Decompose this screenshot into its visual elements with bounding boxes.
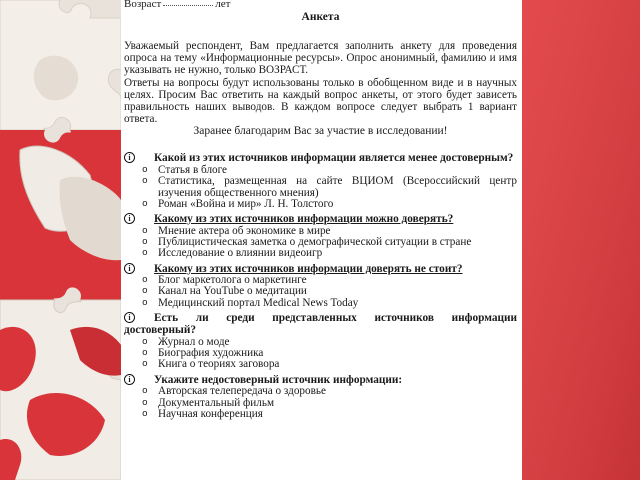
- answer-option[interactable]: o Роман «Война и мир» Л. Н. Толстого: [158, 199, 517, 210]
- question-text: Укажите недостоверный источник информации:: [154, 373, 403, 386]
- answer-option[interactable]: o Научная конференция: [158, 409, 517, 420]
- answer-option[interactable]: o Мнение актера об экономике в мире: [158, 226, 517, 237]
- info-icon: i: [124, 263, 135, 274]
- intro-text: [124, 40, 517, 125]
- age-suffix: лет: [215, 0, 231, 10]
- answer-option[interactable]: o Канал на YouTube о медитации: [158, 286, 517, 297]
- question-4: [124, 312, 517, 371]
- question-2: [124, 213, 517, 259]
- question-3: [124, 263, 517, 309]
- answer-option[interactable]: o Блог маркетолога о маркетинге: [158, 275, 517, 286]
- right-red-shade: [522, 0, 640, 480]
- answer-option[interactable]: o Журнал о моде: [158, 337, 517, 348]
- document-title: Анкета: [301, 11, 340, 23]
- info-icon: i: [124, 152, 135, 163]
- answer-options: [124, 337, 517, 371]
- info-icon: i: [124, 374, 135, 385]
- answer-option[interactable]: o Авторская телепередача о здоровье: [158, 386, 517, 397]
- age-line: [124, 0, 517, 10]
- info-icon: i: [124, 213, 135, 224]
- answer-options: [124, 275, 517, 309]
- question-text: Какому из этих источников информации можно доверять?: [154, 213, 454, 226]
- questionnaire-document: [121, 0, 521, 480]
- question-text: Какой из этих источников информации является менее достоверным?: [154, 152, 514, 165]
- question-text: Есть ли среди представленных источников информации достоверный?: [124, 311, 517, 337]
- question-1: [124, 152, 517, 210]
- question-text: Какому из этих источников информации доверять не стоит?: [154, 262, 463, 275]
- answer-option[interactable]: o Статистика, размещенная на сайте ВЦИОМ (Всероссийский центр изучения общественного мнения): [158, 176, 517, 199]
- thanks-line: Заранее благодарим Вас за участие в исследовании!: [193, 125, 448, 138]
- answer-options: [124, 226, 517, 260]
- intro-paragraph-1: Уважаемый респондент, Вам предлагается заполнить анкету для проведения опроса на тему «Информационные ресурсы». Опрос анонимный, фамилию и имя указывать не нужно, только ВОЗРАСТ.: [124, 40, 517, 77]
- question-5: [124, 374, 517, 420]
- answer-option[interactable]: o Медицинский портал Medical News Today: [158, 298, 517, 309]
- info-icon: i: [124, 312, 135, 323]
- answer-options: [124, 386, 517, 420]
- answer-option[interactable]: o Публицистическая заметка о демографической ситуации в стране: [158, 237, 517, 248]
- answer-option[interactable]: o Биография художника: [158, 348, 517, 359]
- answer-option[interactable]: o Статья в блоге: [158, 165, 517, 176]
- answer-option[interactable]: o Документальный фильм: [158, 398, 517, 409]
- answer-option[interactable]: o Книга о теориях заговора: [158, 359, 517, 370]
- left-puzzle-pieces: [0, 0, 121, 480]
- answer-options: [124, 165, 517, 210]
- age-label: Возраст: [124, 0, 162, 10]
- answer-option[interactable]: o Исследование о влиянии видеоигр: [158, 248, 517, 259]
- intro-paragraph-2: Ответы на вопросы будут использованы только в обобщенном виде и в научных целях. Просим Вас ответить на каждый вопрос анкеты, от этого будет зависеть правильность наших выводов. В каждом вопросе следует выбрать 1 вариант ответа.: [124, 76, 517, 126]
- age-blank[interactable]: [163, 5, 213, 6]
